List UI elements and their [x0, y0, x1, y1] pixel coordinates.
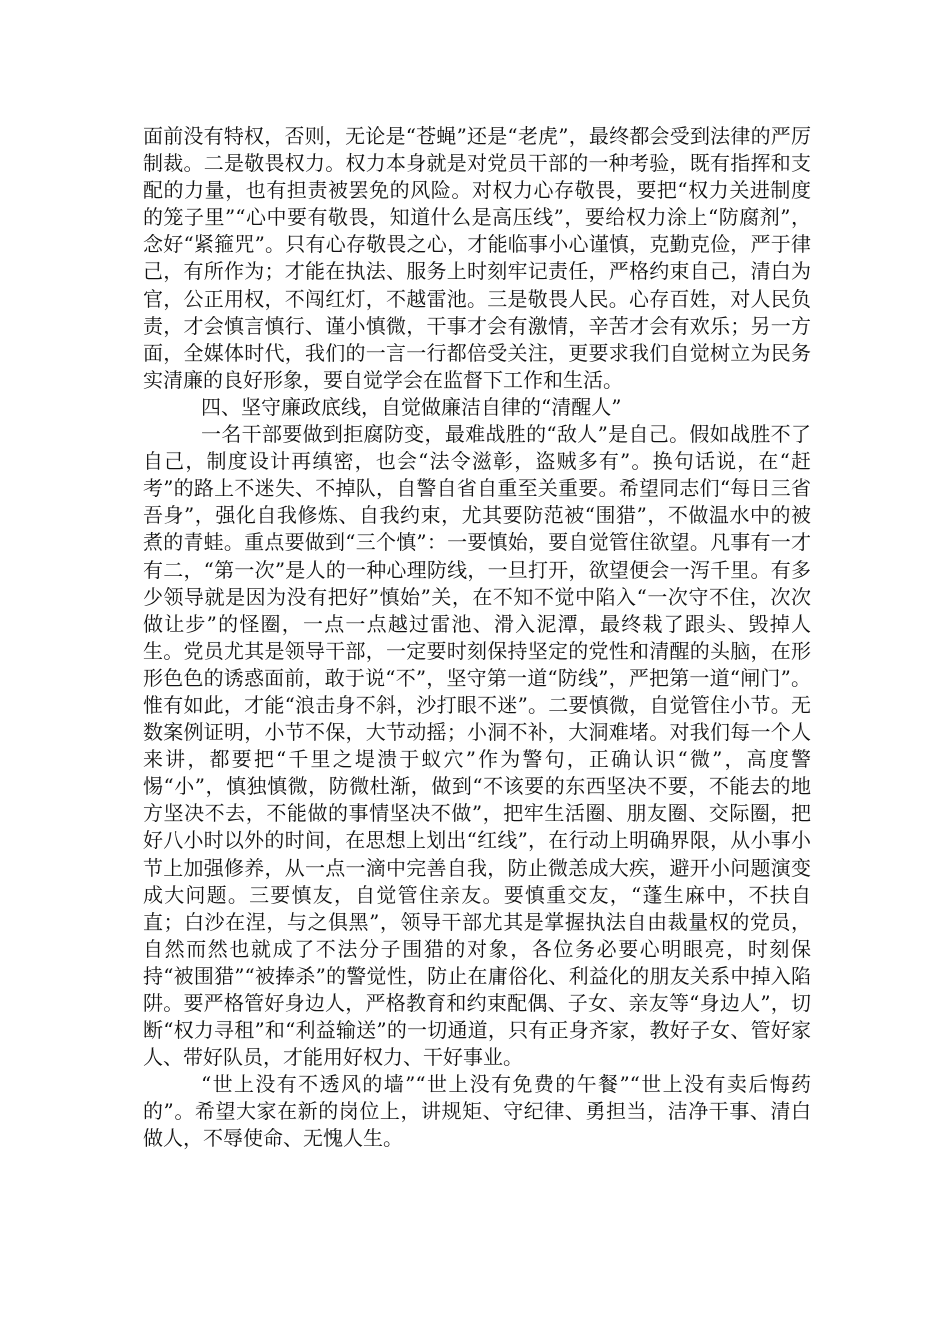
paragraph-closing: “世上没有不透风的墙”“世上没有免费的午餐”“世上没有卖后悔药的”。希望大家在新的岗位上，讲规矩、守纪律、勇担当，洁净干事、清白做人，不辱使命、无愧人生。 — [143, 1072, 811, 1151]
paragraph-section-four: 一名干部要做到拒腐防变，最难战胜的“敌人”是自己。假如战胜不了自己，制度设计再缜密，也会“法令滋彰，盗贼多有”。换句话说，在“赶考”的路上不迷失、不掉队，自警自省自重至关重要。希望同志们“每日三省吾身”，强化自我修炼、自我约束，尤其要防范被“围猎”，不做温水中的被煮的青蛙。重点要做到“三个慎”：一要慎始，要自觉管住欲望。凡事有一才有二，“第一次”是人的一种心理防线，一旦打开，欲望便会一泻千里。有多少领导就是因为没有把好”慎始”关，在不知不觉中陷入“一次守不住，次次做让步”的怪圈，一点一点越过雷池、滑入泥潭，最终栽了跟头、毁掉人生。党员尤其是领导干部，一定要时刻保持坚定的党性和清醒的头脑，在形形色色的诱惑面前，敢于说“不”，坚守第一道“防线”，严把第一道“闸门”。惟有如此，才能“浪击身不斜，沙打眼不迷”。二要慎微，自觉管住小节。无数案例证明，小节不保，大节动摇；小洞不补，大洞难堵。对我们每一个人来讲，都要把“千里之堤溃于蚁穴”作为警句，正确认识“微”，高度警惕“小”，慎独慎微，防微杜渐，做到“不该要的东西坚决不要，不能去的地方坚决不去，不能做的事情坚决不做”，把牢生活圈、朋友圈、交际圈，把好八小时以外的时间，在思想上划出“红线”，在行动上明确界限，从小事小节上加强修养，从一点一滴中完善自我，防止微恙成大疾，避开小问题演变成大问题。三要慎友，自觉管住亲友。要慎重交友，“蓬生麻中，不扶自直；白沙在涅，与之俱黑”，领导干部尤其是掌握执法自由裁量权的党员，自然而然也就成了不法分子围猎的对象，各位务必要心明眼亮，时刻保持“被围猎”“被捧杀”的警觉性，防止在庸俗化、利益化的朋友关系中掉入陷阱。要严格管好身边人，严格教育和约束配偶、子女、亲友等“身边人”，切断“权力寻租”和“利益输送”的一切通道，只有正身齐家，教好子女、管好家人、带好队员，才能用好权力、干好事业。 — [143, 422, 811, 1070]
document-body — [143, 123, 811, 1153]
section-heading: 四、坚守廉政底线，自觉做廉洁自律的“清醒人” — [201, 394, 622, 419]
paragraph-continuation: 面前没有特权，否则，无论是“苍蝇”还是“老虎”，最终都会受到法律的严厉制裁。二是敬畏权力。权力本身就是对党员干部的一种考验，既有指挥和支配的力量，也有担责被罢免的风险。对权力心存敬畏，要把“权力关进制度的笼子里”“心中要有敬畏，知道什么是高压线”，要给权力涂上“防腐剂”，念好“紧箍咒”。只有心存敬畏之心，才能临事小心谨慎，克勤克俭，严于律己，有所作为；才能在执法、服务上时刻牢记责任，严格约束自己，清白为官，公正用权，不闯红灯，不越雷池。三是敬畏人民。心存百姓，对人民负责，才会慎言慎行、谨小慎微，干事才会有激情，辛苦才会有欢乐；另一方面，全媒体时代，我们的一言一行都倍受关注，更要求我们自觉树立为民务实清廉的良好形象，要自觉学会在监督下工作和生活。 — [143, 124, 811, 392]
